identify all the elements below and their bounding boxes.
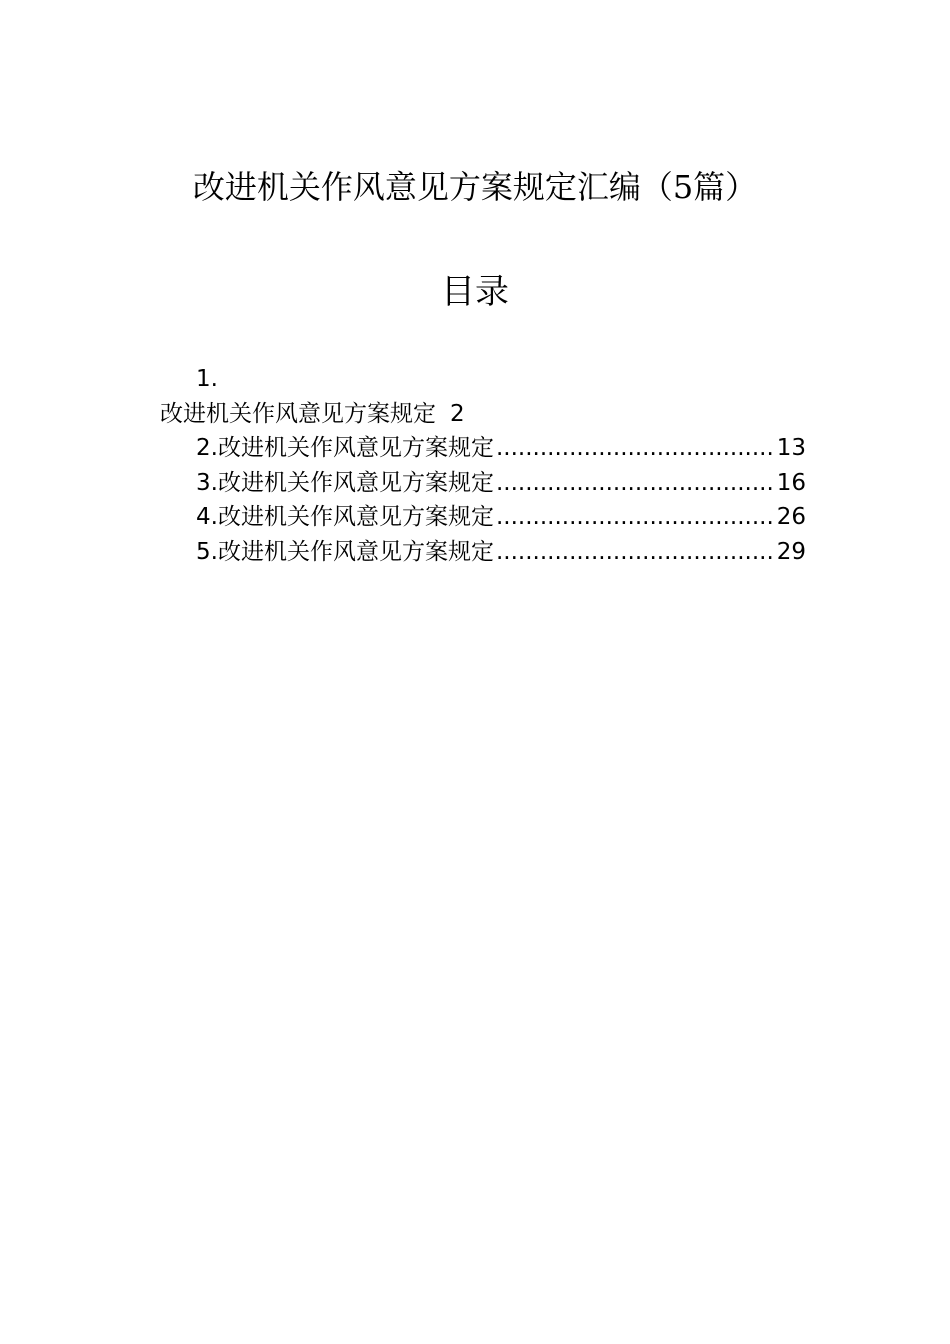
toc-entry-3-page: 16 (776, 469, 806, 496)
toc-dot-leader (496, 431, 775, 466)
toc-entry-2-title: 2.改进机关作风意见方案规定 (196, 435, 494, 461)
toc-dot-leader (496, 500, 775, 535)
toc-entry-4-page: 26 (776, 504, 806, 530)
toc-entry-4[interactable] (160, 500, 806, 535)
toc-entry-1-title: 改进机关作风意见方案规定 (160, 400, 436, 427)
document-title: 改进机关作风意见方案规定汇编（5篇） (192, 168, 758, 206)
toc-dot-leader (496, 535, 775, 570)
toc-entry-1-page: 2 (450, 400, 465, 427)
toc-entry-5-title: 5.改进机关作风意见方案规定 (196, 538, 494, 565)
toc-entry-2-page: 13 (776, 435, 806, 461)
toc-entry-1[interactable] (160, 397, 806, 432)
toc-entry-1-number: 1. (196, 366, 218, 392)
toc-dot-leader (496, 466, 775, 501)
table-of-contents (160, 362, 806, 569)
toc-entry-5-page: 29 (776, 538, 806, 565)
toc-heading: 目录 (441, 272, 509, 312)
toc-entry-2[interactable] (160, 431, 806, 466)
toc-entry-4-title: 4.改进机关作风意见方案规定 (196, 504, 494, 530)
toc-entry-5[interactable] (160, 535, 806, 570)
toc-entry-3-title: 3.改进机关作风意见方案规定 (196, 469, 494, 496)
toc-entry-3[interactable] (160, 466, 806, 501)
